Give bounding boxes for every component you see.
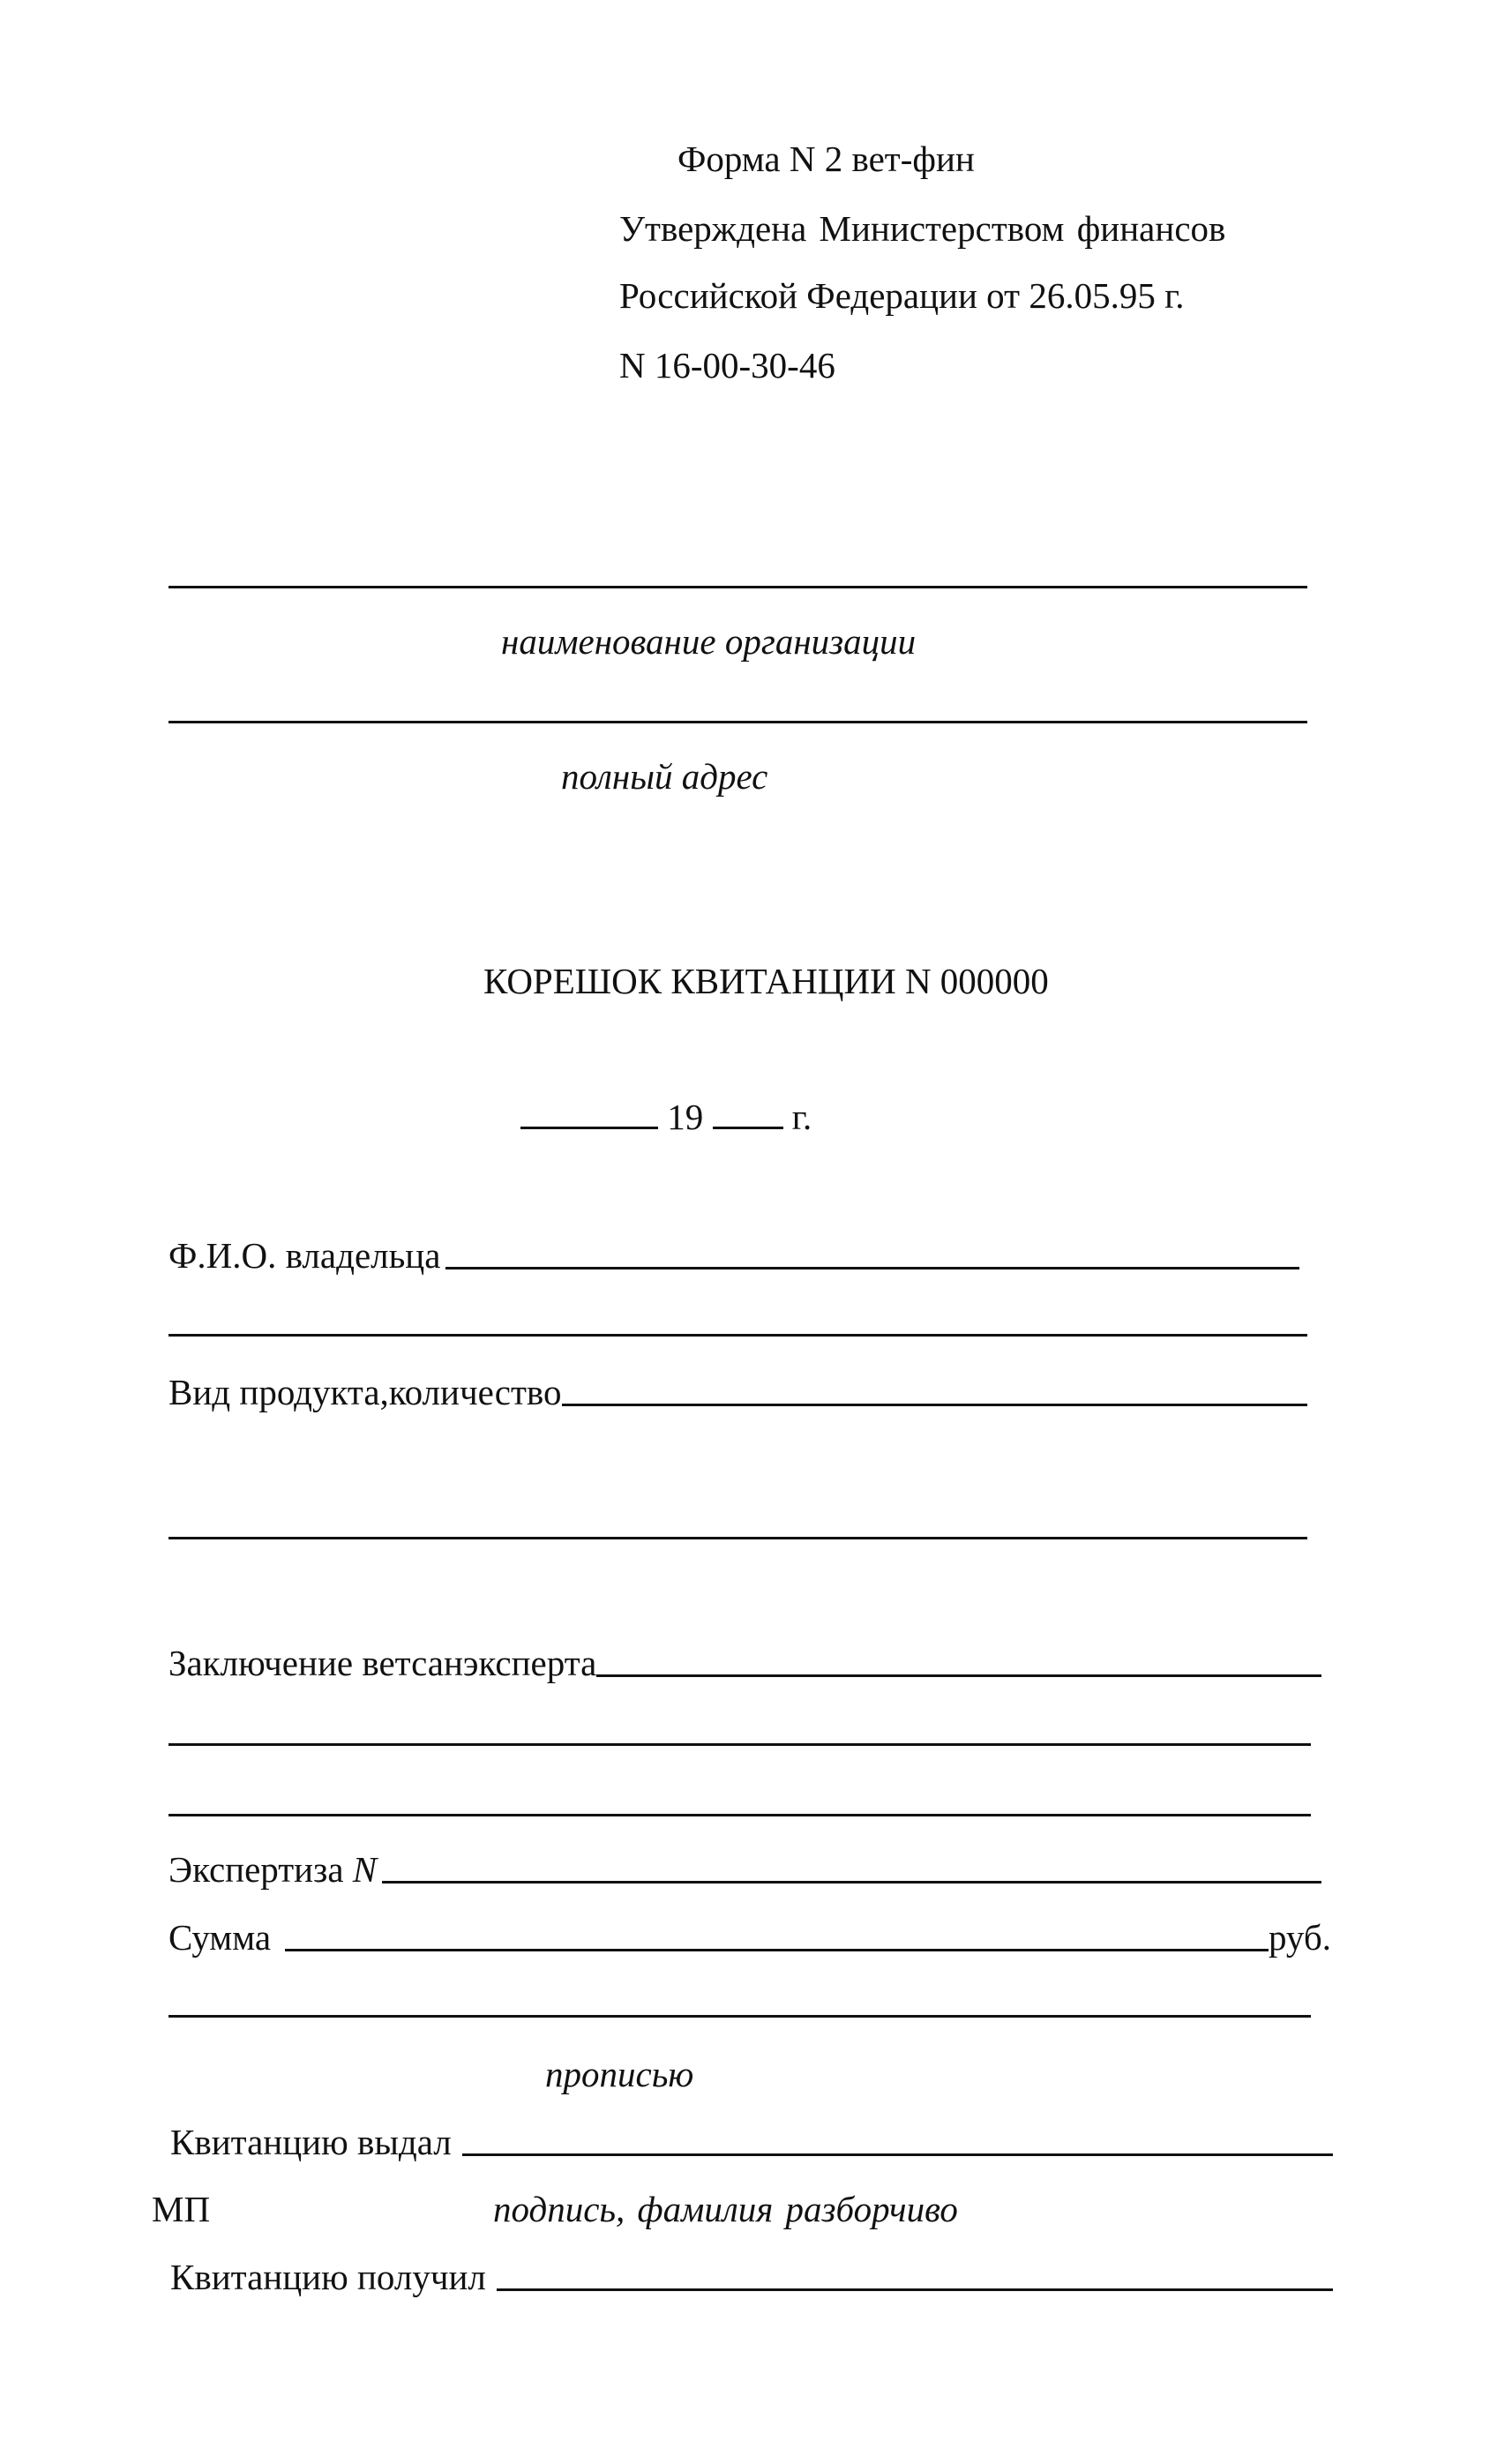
approval-number: N 16-00-30-46 — [619, 345, 835, 386]
date-year-field[interactable] — [713, 1126, 783, 1129]
date-row — [520, 1097, 812, 1136]
owner-label: Ф.И.О. владельца — [168, 1235, 441, 1276]
sum-row — [168, 1918, 1331, 1957]
organization-name-caption: наименование организации — [501, 621, 917, 662]
address-caption: полный адрес — [561, 756, 768, 797]
conclusion-label: Заключение ветсанэксперта — [168, 1643, 597, 1683]
conclusion-field[interactable] — [596, 1674, 1321, 1677]
issued-field[interactable] — [462, 2153, 1333, 2156]
received-row — [170, 2258, 1333, 2296]
sum-field[interactable] — [285, 1948, 1269, 1951]
owner-row — [168, 1236, 1299, 1275]
sum-unit: руб. — [1268, 1917, 1331, 1958]
issued-row — [170, 2123, 1333, 2161]
owner-field-line-2[interactable] — [168, 1334, 1307, 1337]
approval-line-2: Российской Федерации от 26.05.95 г. — [619, 275, 1185, 316]
sum-label: Сумма — [168, 1917, 272, 1958]
document-title: КОРЕШОК КВИТАНЦИИ N 000000 — [483, 961, 1049, 1001]
conclusion-field-line-2[interactable] — [168, 1743, 1311, 1746]
expertise-field[interactable] — [382, 1880, 1321, 1884]
product-row — [168, 1373, 1307, 1412]
address-line[interactable] — [168, 721, 1307, 723]
sum-in-words-line[interactable] — [168, 2015, 1311, 2018]
product-field[interactable] — [562, 1403, 1308, 1406]
expertise-n: N — [352, 1849, 378, 1890]
issued-label: Квитанцию выдал — [170, 2122, 452, 2162]
date-year-suffix: г. — [791, 1097, 812, 1137]
product-field-line-2[interactable] — [168, 1537, 1307, 1539]
form-number: Форма N 2 вет-фин — [677, 139, 975, 179]
conclusion-row — [168, 1644, 1321, 1682]
organization-name-line[interactable] — [168, 586, 1307, 588]
approval-line-1: Утверждена Министерством финансов — [619, 208, 1226, 249]
stamp-label: МП — [152, 2189, 211, 2229]
conclusion-field-line-3[interactable] — [168, 1814, 1311, 1816]
owner-field[interactable] — [445, 1266, 1299, 1269]
received-field[interactable] — [497, 2288, 1333, 2291]
product-label: Вид продукта,количество — [168, 1372, 562, 1412]
in-words-caption: прописью — [545, 2054, 694, 2094]
received-label: Квитанцию получил — [170, 2257, 486, 2297]
date-day-month-field[interactable] — [520, 1126, 658, 1129]
expertise-row — [168, 1850, 1321, 1889]
date-year-prefix: 19 — [667, 1097, 704, 1137]
expertise-label: Экспертиза — [168, 1849, 344, 1890]
signature-caption: подпись, фамилия разборчиво — [493, 2189, 958, 2229]
